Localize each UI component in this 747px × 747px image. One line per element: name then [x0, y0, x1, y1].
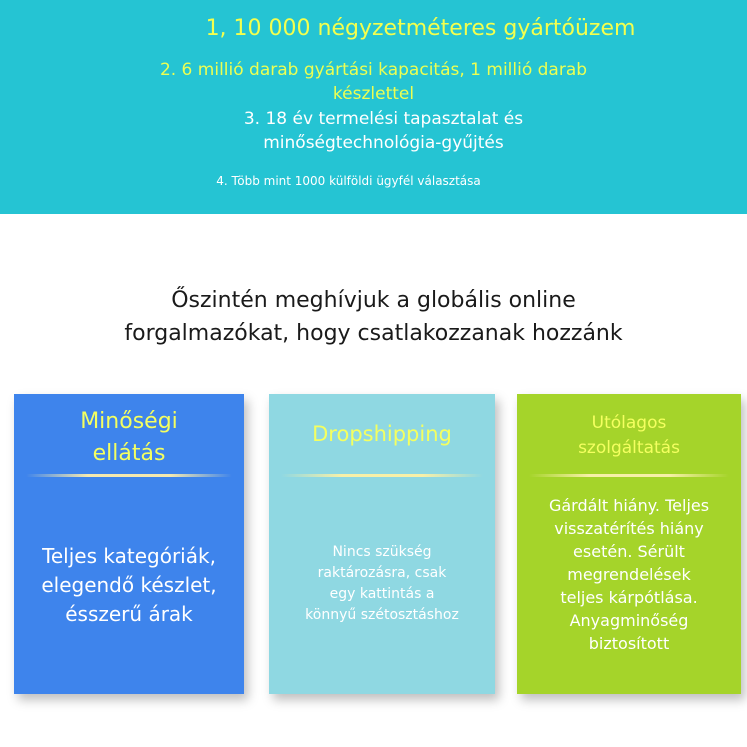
card-after-sales: [517, 394, 741, 694]
card-title-line: szolgáltatás: [578, 438, 680, 458]
card-title-line: ellátás: [92, 441, 166, 466]
card-title-line: Dropshipping: [312, 422, 452, 446]
banner-line-factory: 1, 10 000 négyzetméteres gyártóüzem: [205, 16, 636, 41]
card-body-line: visszatérítés hiány: [554, 519, 704, 538]
card-title: [14, 406, 244, 470]
banner-line-capacity-part2: készlettel: [332, 84, 415, 104]
card-quality-supply: [14, 394, 244, 694]
card-divider: [281, 474, 483, 477]
card-body-line: raktározásra, csak: [317, 565, 447, 581]
card-title: [517, 411, 741, 461]
card-body-line: teljes kárpótlása.: [560, 588, 698, 607]
headline-line2: forgalmazókat, hogy csatlakozzanak hozzánk: [124, 321, 623, 346]
card-dropshipping: [269, 394, 495, 694]
banner-line-customers-text: 4. Több mint 1000 külföldi ügyfél választása: [216, 174, 481, 188]
banner-line-experience-part2: minőségtechnológia-gyűjtés: [263, 133, 504, 153]
card-divider: [26, 474, 232, 477]
headline-line1: Őszintén meghívjuk a globális online: [171, 288, 576, 313]
card-body-line: Teljes kategóriák,: [42, 544, 216, 568]
card-body-line: biztosított: [588, 634, 670, 653]
banner-line-experience-part1: 3. 18 év termelési tapasztalat és: [243, 109, 524, 129]
card-body-line: Nincs szükség: [332, 544, 432, 560]
card-body-line: Anyagminőség: [569, 611, 689, 630]
card-body: [275, 542, 489, 626]
feature-banner: [0, 0, 747, 214]
card-body-line: ésszerű árak: [65, 602, 193, 626]
card-title-line: Utólagos: [591, 413, 667, 433]
banner-line-capacity-part1: 2. 6 millió darab gyártási kapacitás, 1 millió darab: [159, 60, 588, 80]
banner-line-customers: [0, 174, 747, 188]
banner-line-experience: [0, 107, 747, 155]
card-body-line: egy kattintás a: [329, 586, 435, 602]
card-title: [269, 422, 495, 446]
card-body: [523, 494, 735, 655]
banner-line-capacity: [0, 58, 747, 106]
card-body: [20, 542, 238, 629]
card-divider: [529, 474, 729, 477]
card-body-line: Gárdált hiány. Teljes: [548, 496, 710, 515]
card-title-line: Minőségi: [80, 409, 178, 434]
invitation-headline: [60, 284, 687, 350]
card-body-line: esetén. Sérült: [573, 542, 685, 561]
card-body-line: elegendő készlet,: [41, 573, 217, 597]
card-body-line: könnyű szétosztáshoz: [305, 607, 459, 623]
card-body-line: megrendelések: [567, 565, 691, 584]
